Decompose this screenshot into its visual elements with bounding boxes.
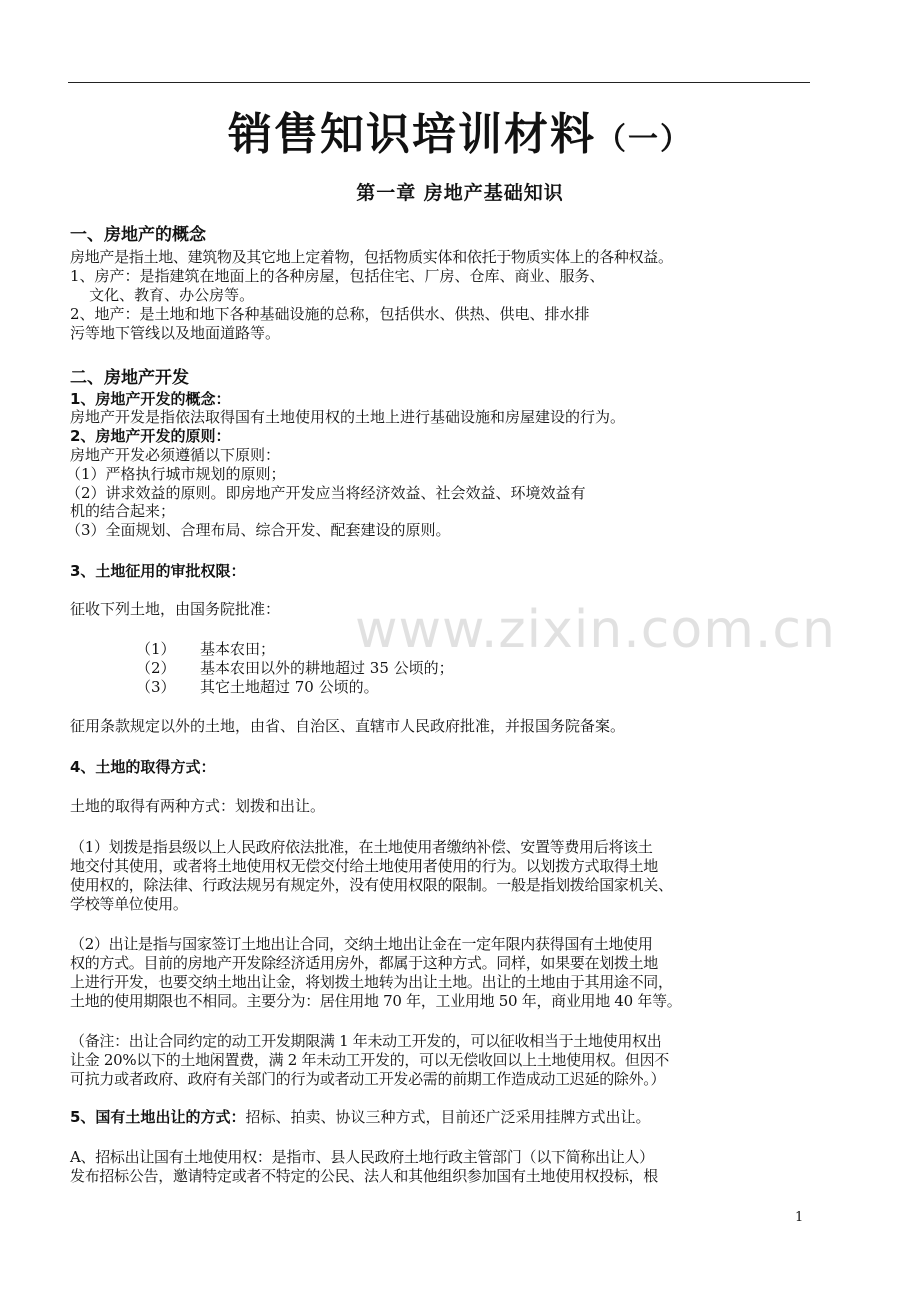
section-5-para-a-line-1: A、招标出让国有土地使用权：是指市、县人民政府土地行政主管部门（以下简称出让人） [70, 1148, 654, 1166]
section-4-intro: 土地的取得有两种方式：划拨和出让。 [70, 797, 326, 815]
section-2-principle-2-line-2: 机的结合起来； [70, 502, 176, 520]
page-number: 1 [795, 1210, 804, 1225]
section-4-note-line-1: （备注：出让合同约定的动工开发期限满 1 年未动工开发的，可以征收相当于土地使用权出 [70, 1032, 662, 1050]
section-1-item-1-line-2: 文化、教育、办公房等。 [70, 286, 255, 304]
section-3-list-item-2 [136, 659, 454, 677]
section-5-para-a-line-2: 发布招标公告，邀请特定或者不特定的公民、法人和其他组织参加国有土地使用权投标，根 [70, 1167, 659, 1185]
section-4-para-1-line-3: 使用权的，除法律、行政法规另有规定外，没有使用权限的限制。一般是指划拨给国家机关、 [70, 876, 673, 894]
section-3-outro: 征用条款规定以外的土地，由省、自治区、直辖市人民政府批准，并报国务院备案。 [70, 717, 626, 735]
section-2-paragraph-2: 房地产开发必须遵循以下原则： [70, 446, 281, 464]
list-number: （3） [136, 678, 176, 696]
section-1-paragraph: 房地产是指土地、建筑物及其它地上定着物，包括物质实体和依托于物质实体上的各种权益。 [70, 248, 673, 266]
section-2-principle-1: （1）严格执行城市规划的原则； [66, 465, 286, 483]
section-3-heading: 3、土地征用的审批权限： [70, 562, 246, 580]
section-1-item-2-line-1: 2、地产：是土地和地下各种基础设施的总称，包括供水、供热、供电、排水排 [70, 305, 590, 323]
list-number: （1） [136, 640, 176, 658]
header-rule [68, 82, 810, 83]
list-number: （2） [136, 659, 176, 677]
list-text: 基本农田以外的耕地超过 35 公顷的； [200, 659, 454, 677]
section-4-para-2-line-3: 上进行开发，也要交纳土地出让金，将划拨土地转为出让土地。出让的土地由于其用途不同， [70, 973, 673, 991]
section-4-para-1-line-1: （1）划拨是指县级以上人民政府依法批准，在土地使用者缴纳补偿、安置等费用后将该土 [70, 838, 653, 856]
section-2-heading: 二、房地产开发 [70, 368, 189, 388]
section-2-subheading-2: 2、房地产开发的原则： [70, 427, 231, 445]
watermark: www.zixin.com.cn [355, 600, 836, 660]
title-suffix: （一） [596, 122, 692, 157]
chapter-heading: 第一章 房地产基础知识 [356, 182, 564, 204]
section-4-para-2-line-4: 土地的使用期限也不相同。主要分为：居住用地 70 年，工业用地 50 年，商业用地 40 年等。 [70, 992, 682, 1010]
section-3-list-item-3 [136, 678, 379, 696]
section-4-note-line-2: 让金 20%以下的土地闲置费，满 2 年未动工开发的，可以无偿收回以上土地使用权。但因不 [70, 1051, 669, 1069]
section-1-item-1-line-1: 1、房产：是指建筑在地面上的各种房屋，包括住宅、厂房、仓库、商业、服务、 [70, 267, 605, 285]
section-4-para-2-line-2: 权的方式。目前的房地产开发除经济适用房外，都属于这种方式。同样，如果要在划拨土地 [70, 954, 659, 972]
section-2-paragraph-1: 房地产开发是指依法取得国有土地使用权的土地上进行基础设施和房屋建设的行为。 [70, 408, 626, 426]
section-1-item-2-line-2: 污等地下管线以及地面道路等。 [70, 324, 281, 342]
list-text: 其它土地超过 70 公顷的。 [200, 678, 379, 696]
section-2-subheading-1: 1、房地产开发的概念： [70, 390, 231, 408]
section-1-heading: 一、房地产的概念 [70, 225, 206, 245]
section-5-line [70, 1108, 650, 1126]
title-main: 销售知识培训材料 [228, 109, 596, 160]
section-4-note-line-3: 可抗力或者政府、政府有关部门的行为或者动工开发必需的前期工作造成动工迟延的除外。） [70, 1070, 666, 1088]
page-title [0, 98, 920, 162]
section-4-para-2-line-1: （2）出让是指与国家签订土地出让合同，交纳土地出让金在一定年限内获得国有土地使用 [70, 935, 653, 953]
section-4-heading: 4、土地的取得方式： [70, 758, 216, 776]
list-text: 基本农田； [200, 640, 276, 658]
section-2-principle-2-line-1: （2）讲求效益的原则。即房地产开发应当将经济效益、社会效益、环境效益有 [66, 484, 586, 502]
section-3-list-item-1 [136, 640, 275, 658]
section-5-text: 招标、拍卖、协议三种方式，目前还广泛采用挂牌方式出让。 [245, 1108, 651, 1126]
section-3-intro: 征收下列土地，由国务院批准： [70, 600, 281, 618]
section-4-para-1-line-2: 地交付其使用，或者将土地使用权无偿交付给土地使用者使用的行为。以划拨方式取得土地 [70, 857, 659, 875]
section-5-heading: 5、国有土地出让的方式： [70, 1108, 246, 1126]
section-4-para-1-line-4: 学校等单位使用。 [70, 895, 188, 913]
section-2-principle-3: （3）全面规划、合理布局、综合开发、配套建设的原则。 [66, 521, 451, 539]
